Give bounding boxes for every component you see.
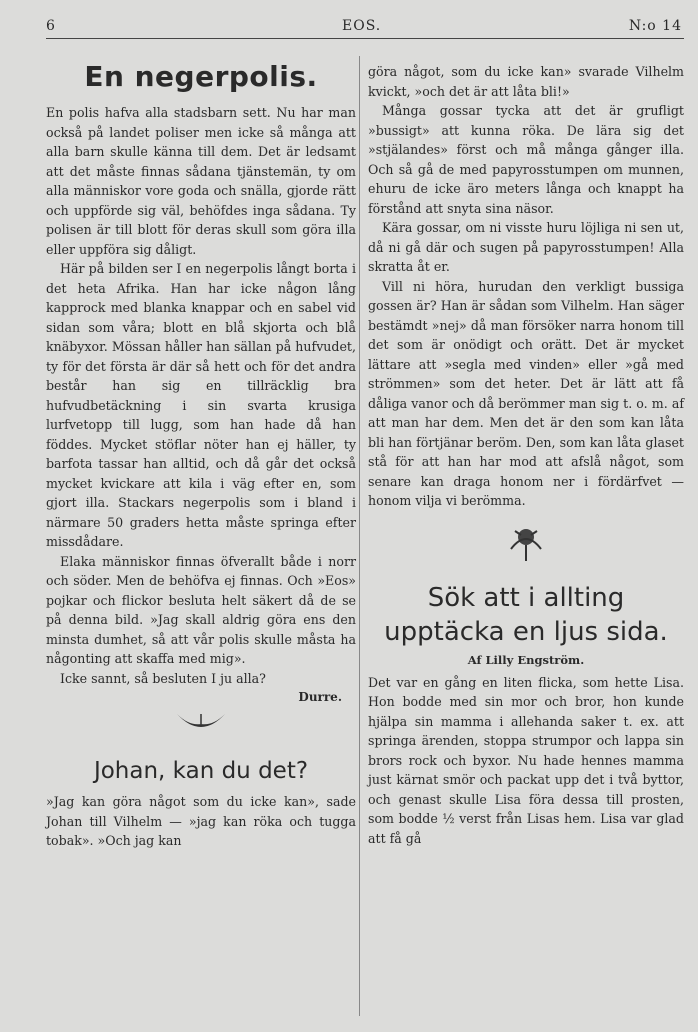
signature: Durre. (298, 690, 342, 704)
floral-ornament-icon (368, 519, 684, 567)
left-column (46, 56, 356, 851)
header-rule (46, 38, 684, 39)
paragraph: Vill ni höra, hurudan den verkligt bussiga gossen är? Han är sådan som Vilhelm. Han säger bestämdt »nej» då man försöker narra honom till det som är onödigt och orätt. Det är mycket lättare att »segla med vinden» eller »gå med strömmen» som det heter. Det är lätt att få dåliga vanor och då berömmer man sig t. o. m. af att man har dem. Men det är den som kan låta bli han förtjänar beröm. Den, som kan låta glaset stå för att han har mod att afslå något, som senare kan draga honom ner i fördärfvet — honom vilja vi berömma. (368, 278, 684, 508)
paragraph: »Jag kan göra något som du icke kan», sade Johan till Vilhelm — »jag kan röka och tugga tobak». »Och jag kan (46, 794, 356, 848)
column-divider (359, 56, 360, 1016)
article-title-negerpolis: En negerpolis. (84, 60, 318, 93)
magazine-title: EOS. (342, 18, 382, 34)
issue-number: N:o 14 (628, 18, 682, 34)
paragraph: Elaka människor finnas öfverallt både i norr och söder. Men de behöfva ej finnas. Och »Eos» pojkar och flickor besluta helt säkert då de se på denna bild. »Jag skall aldrig göra ens den minsta dumhet, så att vår polis skulle måsta ha någonting att skaffa med mig». (46, 553, 356, 666)
paragraph: Icke sannt, så besluten I ju alla? (60, 670, 266, 686)
byline: Af Lilly Engström. (467, 652, 585, 667)
paragraph: Kära gossar, om ni visste huru löjliga ni sen ut, då ni gå där och sugen på papyrosstumpen! Alla skratta åt er. (368, 220, 684, 274)
page-header (46, 18, 682, 40)
paragraph: Här på bilden ser I en negerpolis långt borta i det heta Afrika. Han har icke någon lång kapprock med blanka knappar och en sabel vid sidan som våra; blott en blå skjorta och blå knäbyxor. Mössan håller han sällan på hufvudet, ty för det första är där så hett och för det andra består han sig en tillräcklig bra hufvudbetäckning i sin svarta krusiga lurfvetopp till lugg, som han hade då han föddes. Mycket stöflar nöter han ej häller, ty barfota tassar han alltid, och då går det också mycket kvickare att kila i väg efter en, som gjort illa. Stackars negerpolis som i bland i närmare 50 graders hetta måste springa efter missdådare. (46, 261, 356, 549)
page-number: 6 (46, 18, 56, 34)
paragraph: Många gossar tycka att det är grufligt »bussigt» att kunna röka. De lära sig det »stjälandes» först och må många gånger illa. Och så gå de med papyrosstumpen om munnen, ehuru de icke äro meters långa och knappt ha förstånd att snyta sina näsor. (368, 103, 684, 216)
leaf-ornament-icon (46, 704, 356, 744)
paragraph: göra något, som du icke kan» svarade Vilhelm kvickt, »och det är att låta bli!» (368, 64, 684, 99)
paragraph: En polis hafva alla stadsbarn sett. Nu har man också på landet poliser men icke så många att alla barn skulle känna till dem. Det är ledsamt att det måste finnas sådana tjänstemän, ty om alla människor vore goda och snälla, gjorde rätt och uppförde sig väl, behöfdes inga sådana. Ty polisen är till blott för deras skull som göra illa eller uppföra sig dåligt. (46, 105, 356, 257)
right-column (368, 62, 684, 848)
paragraph: Det var en gång en liten flicka, som hette Lisa. Hon bodde med sin mor och bror, hon kunde hjälpa sin mamma i allehanda saker t. ex. att springa ärenden, stoppa strumpor och lappa sin brors rock och byxor. Nu hade hennes mamma just kärnat smör och packat upp det i två byttor, och genast skulle Lisa föra dessa till prosten, som bodde ½ verst från Lisas hem. Lisa var glad att få gå (368, 674, 684, 846)
article-title-sok: Sök att i allting upptäcka en ljus sida. (384, 582, 668, 647)
article-title-johan: Johan, kan du det? (93, 758, 309, 784)
